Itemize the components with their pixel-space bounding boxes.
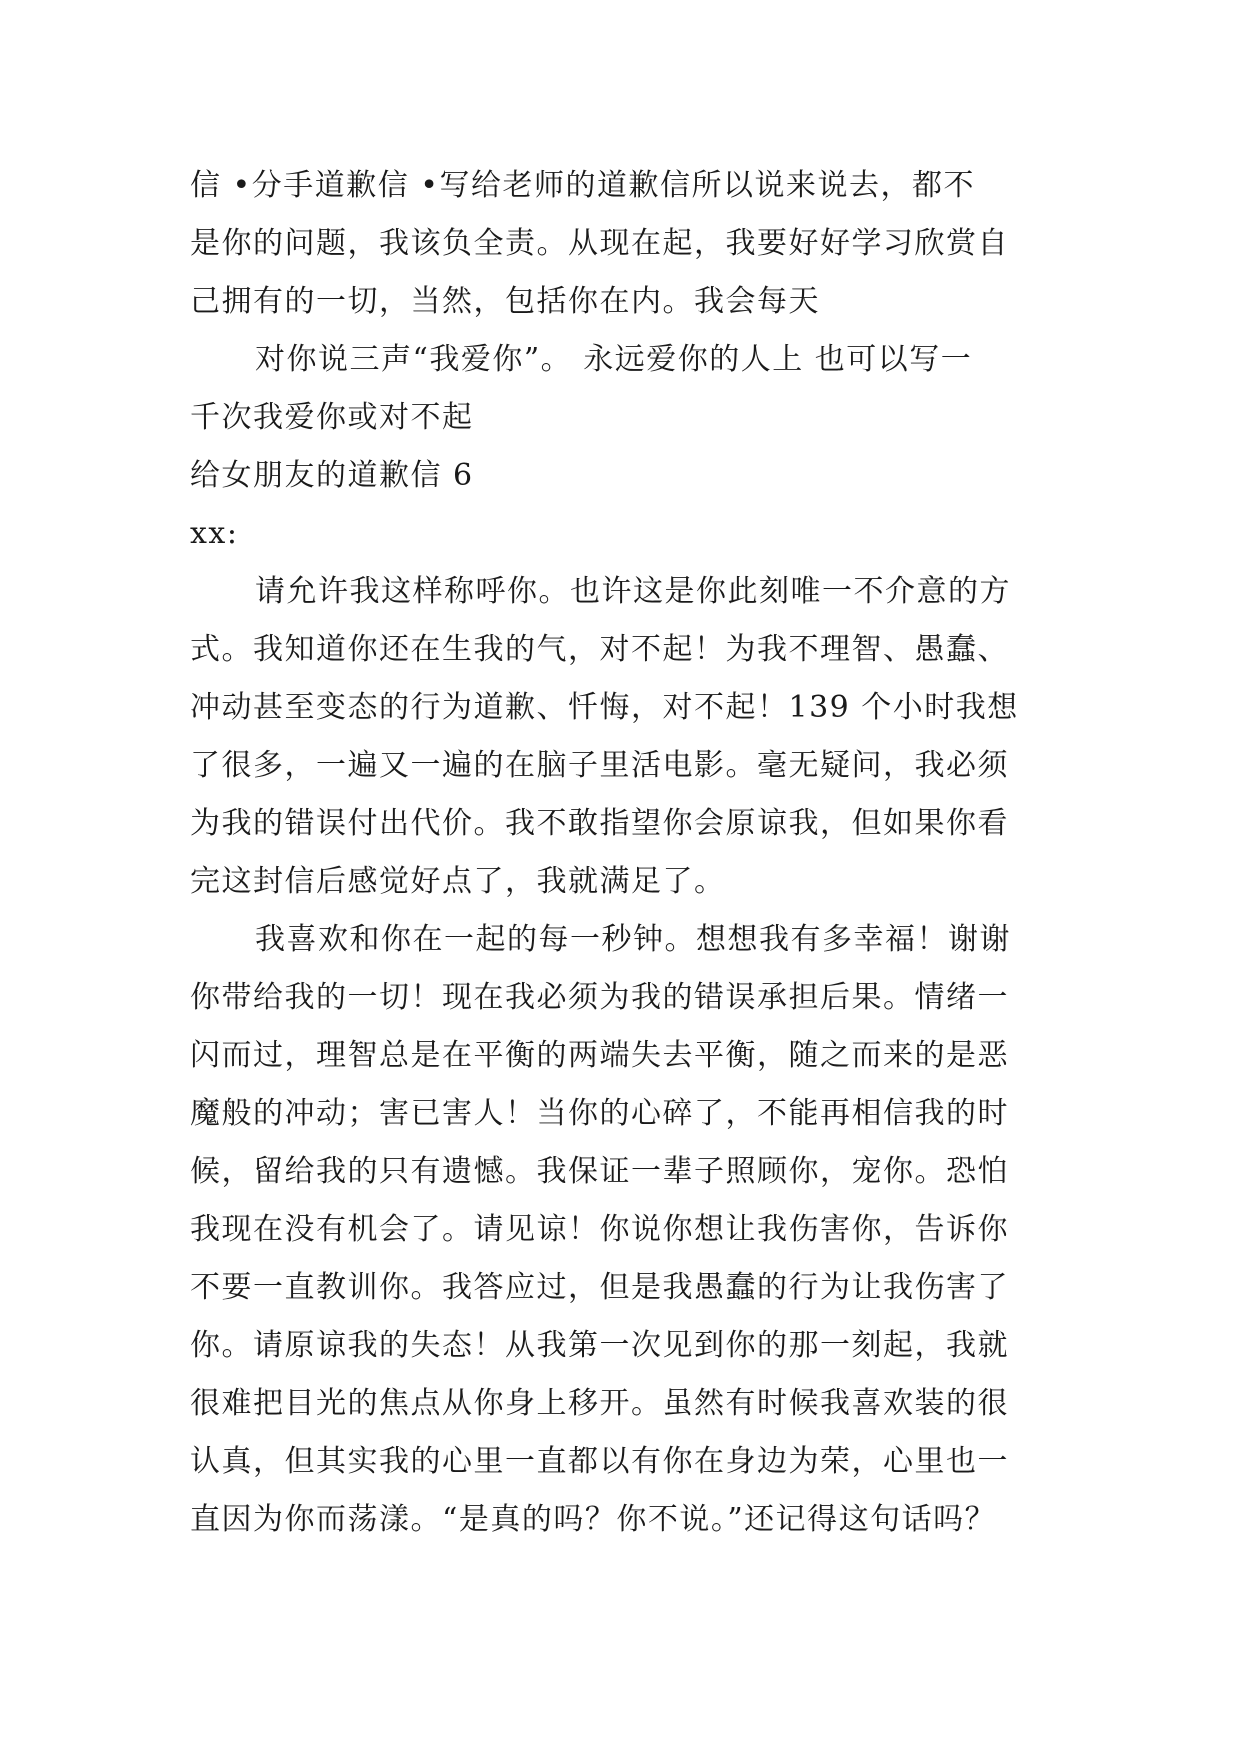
text-line: 千次我爱你或对不起 bbox=[190, 400, 474, 435]
text-line: 我现在没有机会了。请见谅！你说你想让我伤害你，告诉你 bbox=[190, 1212, 1009, 1247]
text-line: 直因为你而荡漾。“是真的吗？你不说。”还记得这句话吗？ bbox=[190, 1502, 997, 1537]
text-line: 很难把目光的焦点从你身上移开。虽然有时候我喜欢装的很 bbox=[190, 1386, 1009, 1421]
text-line: 式。我知道你还在生我的气，对不起！为我不理智、愚蠢、 bbox=[190, 632, 1009, 667]
text-line: 己拥有的一切，当然，包括你在内。我会每天 bbox=[190, 284, 820, 319]
text-line: 为我的错误付出代价。我不敢指望你会原谅我，但如果你看 bbox=[190, 806, 1009, 841]
text-line: 是你的问题，我该负全责。从现在起，我要好好学习欣赏自 bbox=[190, 226, 1009, 261]
text-line: 请允许我这样称呼你。也许这是你此刻唯一不介意的方 bbox=[255, 574, 1011, 609]
text-line: 不要一直教训你。我答应过，但是我愚蠢的行为让我伤害了 bbox=[190, 1270, 1009, 1305]
text-line: 闪而过，理智总是在平衡的两端失去平衡，随之而来的是恶 bbox=[190, 1038, 1009, 1073]
text-line: 候，留给我的只有遗憾。我保证一辈子照顾你，宠你。恐怕 bbox=[190, 1154, 1009, 1189]
text-line: 你。请原谅我的失态！从我第一次见到你的那一刻起，我就 bbox=[190, 1328, 1009, 1363]
text-line: 完这封信后感觉好点了，我就满足了。 bbox=[190, 864, 726, 899]
salutation: xx: bbox=[190, 516, 239, 551]
text-line: 认真，但其实我的心里一直都以有你在身边为荣，心里也一 bbox=[190, 1444, 1009, 1479]
section-heading: 给女朋友的道歉信 6 bbox=[190, 458, 474, 493]
text-line: 冲动甚至变态的行为道歉、忏悔，对不起！139 个小时我想 bbox=[190, 690, 1019, 725]
text-line: 了很多，一遍又一遍的在脑子里活电影。毫无疑问，我必须 bbox=[190, 748, 1009, 783]
text-line: 魔般的冲动；害已害人！当你的心碎了，不能再相信我的时 bbox=[190, 1096, 1009, 1131]
text-line: 你带给我的一切！现在我必须为我的错误承担后果。情绪一 bbox=[190, 980, 1009, 1015]
text-line: 我喜欢和你在一起的每一秒钟。想想我有多幸福！谢谢 bbox=[255, 922, 1011, 957]
text-line: 对你说三声“我爱你”。 永远爱你的人上 也可以写一 bbox=[255, 342, 973, 377]
text-line: 信 •分手道歉信 •写给老师的道歉信所以说来说去，都不 bbox=[190, 168, 975, 203]
